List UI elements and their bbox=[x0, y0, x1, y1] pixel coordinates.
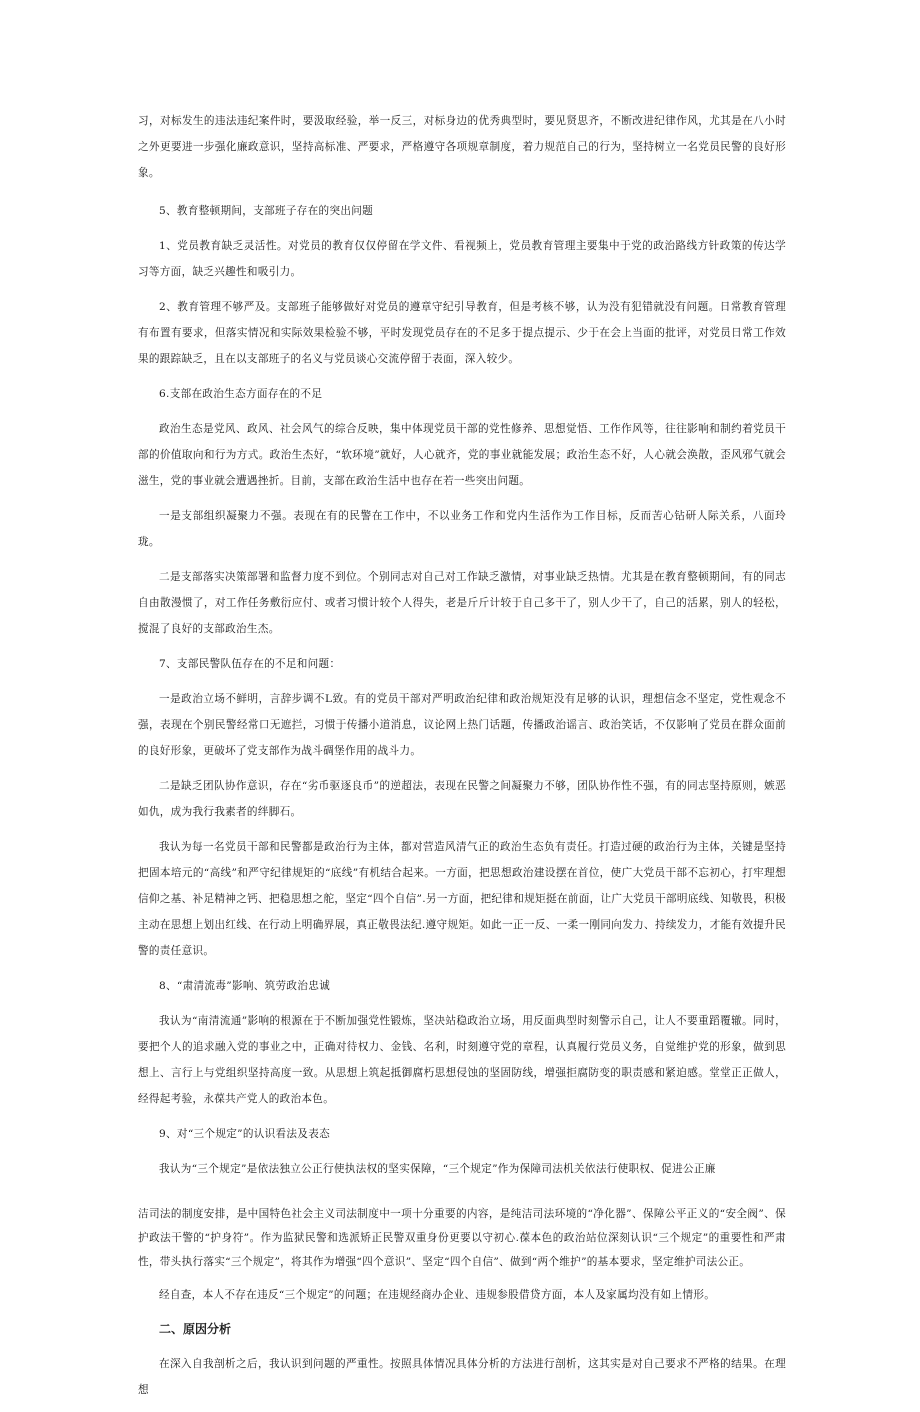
paragraph-7-first: 一是政治立场不鲜明，言辞步调不L致。有的党员干部对严明政治纪律和政治规矩没有足够的认识，理想信念不坚定，党性观念不强，表现在个别民警经常口无遮拦，习惯于传播小道消息，议论网上热门话题，传播政治谣言、政治笑话，不仅影响了党员在群众面前的良好形象，更破坏了党支部作为战斗碉堡作用的战斗力。 bbox=[138, 693, 786, 757]
heading-item-8: 8、“肃清流毒”影响、筑劳政治忠诚 bbox=[159, 980, 330, 992]
paragraph-5-1: 1、党员教育缺乏灵活性。对党员的教育仅仅停留在学文件、看视频上，党员教育管理主要集中于党的政治路线方针政策的传达学习等方面，缺乏兴趣性和吸引力。 bbox=[138, 240, 786, 278]
paragraph-7-opinion: 我认为每一名党员干部和民警都是政治行为主体，都对营造风清气正的政治生态负有责任。打造过硬的政治行为主体，关键是坚持把固本培元的“高线”和严守纪律规矩的“底线”有机结合起来。一方面，把思想政治建设摆在首位，使广大党员干部不忘初心，打牢理想信仰之基、补足精神之钙、把稳思想之舵，坚定“四个自信”.另一方面，把纪律和规矩挺在前面，让广大党员干部明底线、知敬畏，积极主动在思想上划出红线、在行动上明确界展，真正敬畏法纪.遵守规矩。如此一正一反、一柔一刚同向发力、持续发力，才能有效提升民警的责任意识。 bbox=[138, 841, 786, 957]
paragraph-8: 我认为“南清流通”影响的根源在于不断加强党性锻炼，坚决站稳政治立场，用反面典型时刻警示自己，让人不要重蹈覆辙。同时，要把个人的追求融入党的事业之中，正确对待权力、金钱、名利，时刻遵守党的章程，认真履行党员义务，自觉维护党的形象，做到思想上、言行上与党组织坚持高度一致。从思想上筑起抵御腐朽思想侵蚀的坚固防线，增强拒腐防变的职责感和紧迫感。堂堂正正做人，经得起考验，永葆共产党人的政治本色。 bbox=[138, 1015, 786, 1105]
paragraph-7-second: 二是缺乏团队协作意识，存在“劣币驱逐良币”的逆超法，表现在民警之间凝聚力不够，团队协作性不强，有的同志坚持原则，嫉恶如仇，成为我行我素者的绊脚石。 bbox=[138, 780, 786, 818]
heading-item-6: 6.支部在政治生态方面存在的不足 bbox=[159, 388, 323, 400]
paragraph-6-intro: 政治生态是党风、政风、社会风气的综合反映，集中体现党员干部的党性修养、思想觉悟、工作作风等，往往影响和制约着党员干部的价值取向和行为方式。政治生杰好，“软环境”就好，人心就齐，党的事业就能发展；政治生态不好，人心就会涣散，歪风邪气就会滋生，党的事业就会遭遇挫折。目前，支部在政治生活中也存在若一些突出问题。 bbox=[138, 423, 786, 487]
section-heading-cause-analysis: 二、原因分析 bbox=[159, 1322, 232, 1336]
paragraph-self-check: 经自查，本人不存在违反“三个规定”的问题；在违规经商办企业、违规参股借贷方面，本人及家属均没有如上情形。 bbox=[159, 1289, 716, 1301]
heading-item-7: 7、支部民警队伍存在的不足和问题： bbox=[159, 658, 341, 670]
paragraph-9-body: 洁司法的制度安排，是中国特色社会主义司法制度中一项十分重要的内容，是纯洁司法环境的“净化器”、保障公平正义的“安全阀”、保护政法干警的“护身符”。作为监狱民警和选派矫正民警双重身份更要以守初心.葆本色的政治站位深刻认识“三个规定”的重要性和严肃性，带头执行落实“三个规定”，将其作为增强“四个意识”、坚定“四个自信”、做到“两个维护”的基本要求，坚定维护司法公正。 bbox=[138, 1208, 786, 1268]
heading-item-5: 5、教育整顿期间，支部班子存在的突出问题 bbox=[159, 205, 374, 217]
paragraph-opening: 习，对标发生的违法违纪案件时，要汲取经验，举一反三，对标身边的优秀典型时，要见贤思齐，不断改进纪律作风，尤其是在八小时之外更要进一步强化廉政意识，坚持高标准、严要求，严格遵守各项规章制度，着力规范自己的行为，坚持树立一名党员民警的良好形象。 bbox=[138, 115, 786, 179]
paragraph-5-2: 2、教育管理不够严及。支部班子能够做好对党员的遵章守纪引导教育，但是考核不够，认为没有犯错就没有问题。日常教育管理有布置有要求，但落实情况和实际效果检验不够，平时发现党员存在的不足多于提点提示、少于在会上当面的批评，对党员日常工作效果的跟踪缺乏，且在以支部班子的名义与党员谈心交流停留于表面，深入较少。 bbox=[138, 301, 786, 365]
paragraph-6-first: 一是支部组织凝聚力不强。表现在有的民警在工作中，不以业务工作和党内生活作为工作目标，反而苦心钻研人际关系，八面玲珑。 bbox=[138, 510, 786, 548]
paragraph-6-second: 二是支部落实决策部署和监督力度不到位。个别同志对自己对工作缺乏激情，对事业缺乏热情。尤其是在教育整顿期间，有的同志自由散漫惯了，对工作任务敷衍应付、或者习惯计较个人得失，老是斤斤计较于自己多干了，别人少干了，自己的活累，别人的轻松，搅混了良好的支部政治生杰。 bbox=[138, 571, 786, 635]
document-body bbox=[138, 108, 786, 1412]
paragraph-9-lead: 我认为“三个规定”是依法独立公正行使执法权的坚实保障，“三个规定”作为保障司法机关依法行使职权、促进公正廉 bbox=[159, 1163, 716, 1175]
heading-item-9: 9、对“三个规定”的认识看法及表态 bbox=[159, 1128, 330, 1140]
paragraph-cause-analysis: 在深入自我剖析之后，我认识到问题的严重性。按照具体情况具体分析的方法进行剖析，这其实是对自己要求不严格的结果。在理想 bbox=[138, 1358, 786, 1396]
